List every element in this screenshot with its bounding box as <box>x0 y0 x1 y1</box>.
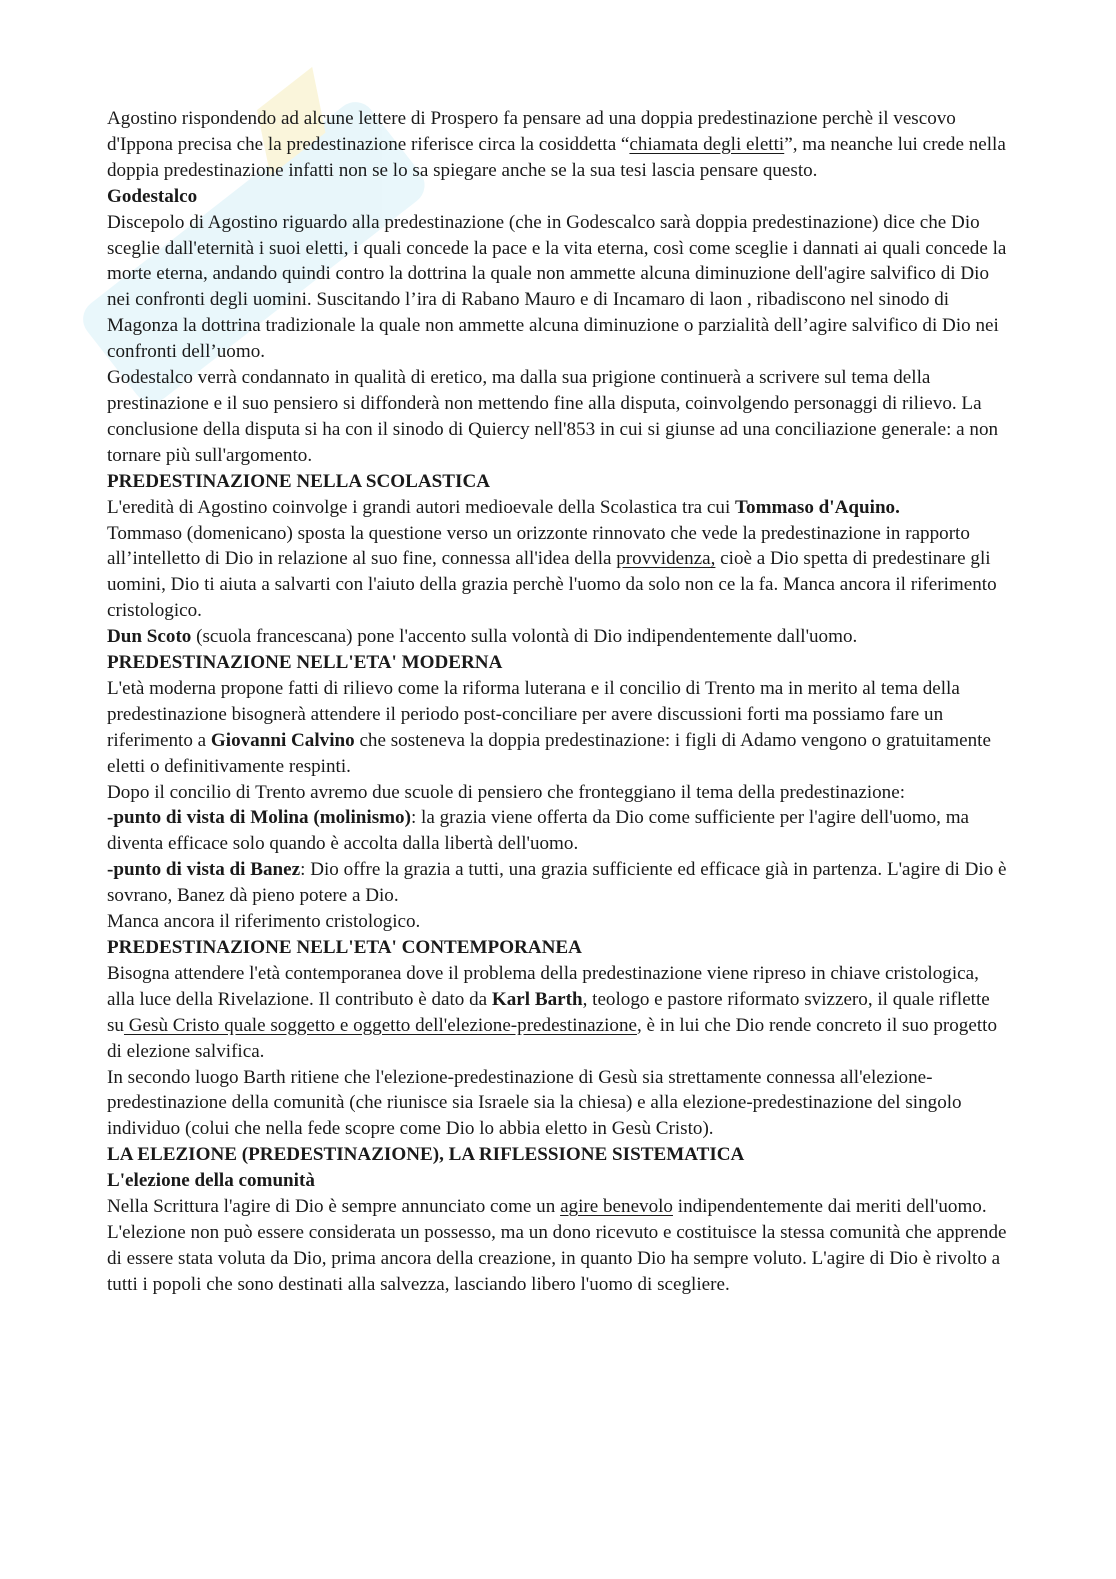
text-run: che sosteneva la doppia predestinazione: i figli di Adamo vengono o gratuitamente eletti o definitivamente respinti. <box>107 729 991 777</box>
text-run: LA ELEZIONE (PREDESTINAZIONE), LA RIFLESSIONE SISTEMATICA <box>107 1144 745 1166</box>
text-run: , teologo e pastore riformato svizzero, il quale riflette su <box>107 988 990 1036</box>
text-run: cioè a Dio spetta di predestinare gli uomini, Dio ti aiuta a salvarti con l'aiuto della grazia perchè l'uomo da solo non ce la fa. Manca ancora il riferimento cristologico. <box>107 548 997 622</box>
paragraph <box>107 624 1007 650</box>
text-run: PREDESTINAZIONE NELLA SCOLASTICA <box>107 470 491 492</box>
underlined-text: provvidenza, <box>616 548 716 570</box>
text-run: Discepolo di Agostino riguardo alla predestinazione (che in Godescalco sarà doppia predestinazione) dice che Dio sceglie dall'eternità i suoi eletti, i quali concede la pace e la vita eterna, così come sceglie i dannati ai quali concede la morte eterna, andando quindi contro la dottrina la quale non ammette alcuna diminuzione dell'agire salvifico di Dio nei confronti degli uomini. Suscitando l’ira di Rabano Mauro e di Incamaro di laon , ribadiscono nel sinodo di Magonza la dottrina tradizionale la quale non ammette alcuna diminuzione o parzialità dell’agire salvifico di Dio nei confronti dell’uomo. <box>107 211 1007 363</box>
paragraph <box>107 1065 1007 1143</box>
section-heading <box>107 1168 1007 1194</box>
text-run: Nella Scrittura l'agire di Dio è sempre annunciato come un <box>107 1196 561 1218</box>
underlined-text: chiamata degli eletti <box>629 133 785 155</box>
text-run: PREDESTINAZIONE NELL'ETA' MODERNA <box>107 652 503 674</box>
paragraph <box>107 780 1007 806</box>
paragraph <box>107 106 1007 184</box>
paragraph <box>107 210 1007 365</box>
paragraph <box>107 495 1007 521</box>
text-run: ”, ma neanche lui crede nella doppia predestinazione infatti non se lo sa spiegare anche se la sua tesi lascia pensare questo. <box>107 133 1006 181</box>
paragraph <box>107 857 1007 909</box>
bold-text: -punto di vista di Molina (molinismo) <box>107 807 411 829</box>
paragraph <box>107 805 1007 857</box>
section-heading <box>107 469 1007 495</box>
section-heading <box>107 650 1007 676</box>
text-run: Bisogna attendere l'età contemporanea dove il problema della predestinazione viene ripreso in chiave cristologica, alla luce della Rivelazione. Il contributo è dato da <box>107 962 979 1010</box>
text-run: Agostino rispondendo ad alcune lettere di Prospero fa pensare ad una doppia predestinazione perchè il vescovo d'Ippona precisa che la predestinazione riferisce circa la cosiddetta “ <box>107 108 956 155</box>
text-run: : la grazia viene offerta da Dio come sufficiente per l'agire dell'uomo, ma diventa efficace solo quando è accolta dalla libertà dell'uomo. <box>107 807 970 855</box>
text-run: Dopo il concilio di Trento avremo due scuole di pensiero che fronteggiano il tema della predestinazione: <box>107 781 906 803</box>
section-heading <box>107 935 1007 961</box>
text-run: Godestalco <box>107 185 198 207</box>
text-run: (scuola francescana) pone l'accento sulla volontà di Dio indipendentemente dall'uomo. <box>191 626 858 648</box>
text-run: Tommaso (domenicano) sposta la questione verso un orizzonte rinnovato che vede la predestinazione in rapporto all’intelletto di Dio in relazione al suo fine, connessa all'idea della <box>107 522 970 570</box>
bold-text: -punto di vista di Banez <box>107 859 301 881</box>
text-run: L'eredità di Agostino coinvolge i grandi autori medioevale della Scolastica tra cui <box>107 496 736 518</box>
paragraph <box>107 961 1007 1065</box>
paragraph <box>107 909 1007 935</box>
bold-text: Tommaso d'Aquino. <box>735 496 900 518</box>
text-run: Godestalco verrà condannato in qualità di eretico, ma dalla sua prigione continuerà a scrivere sul tema della prestinazione e il suo pensiero si diffonderà non mettendo fine alla disputa, coinvolgendo personaggi di rilievo. La conclusione della disputa si ha con il sinodo di Quiercy nell'853 in cui si giunse ad una conciliazione generale: a non tornare più sull'argomento. <box>107 367 999 466</box>
underlined-text: agire benevolo <box>560 1196 673 1218</box>
text-run: L'elezione della comunità <box>107 1170 315 1192</box>
text-run: In secondo luogo Barth ritiene che l'elezione-predestinazione di Gesù sia strettamente connessa all'elezione-predestinazione della comunità (che riunisce sia Israele sia la chiesa) e alla elezione-predestinazione del singolo individuo (colui che nella fede scopre come Dio lo abbia eletto in Gesù Cristo). <box>107 1066 962 1140</box>
text-run: PREDESTINAZIONE NELL'ETA' CONTEMPORANEA <box>107 937 582 958</box>
text-run: L'età moderna propone fatti di rilievo come la riforma luterana e il concilio di Trento ma in merito al tema della predestinazione bisognerà attendere il periodo post-conciliare per avere discussioni forti ma possiamo fare un riferimento a <box>107 677 960 751</box>
bold-text: Dun Scoto <box>107 626 192 648</box>
paragraph <box>107 521 1007 625</box>
section-heading <box>107 1142 1007 1168</box>
bold-text: Karl Barth <box>491 988 583 1010</box>
section-heading <box>107 184 1007 210</box>
text-run: : Dio offre la grazia a tutti, una grazia sufficiente ed efficace già in partenza. L'agire di Dio è sovrano, Banez dà pieno potere a Dio. <box>107 859 1007 907</box>
document-body <box>107 106 1007 1298</box>
underlined-text: Gesù Cristo quale soggetto e oggetto dell'elezione-predestinazione <box>123 1014 637 1036</box>
text-run: Manca ancora il riferimento cristologico. <box>107 911 421 933</box>
bold-text: Giovanni Calvino <box>210 729 355 751</box>
paragraph <box>107 676 1007 780</box>
paragraph <box>107 1194 1007 1298</box>
paragraph <box>107 365 1007 469</box>
text-run: indipendentemente dai meriti dell'uomo. L'elezione non può essere considerata un possesso, ma un dono ricevuto e costituisce la stessa comunità che apprende di essere stata voluta da Dio, prima ancora della creazione, in quanto Dio ha sempre voluto. L'agire di Dio è rivolto a tutti i popoli che sono destinati alla salvezza, lasciando libero l'uomo di scegliere. <box>107 1196 1007 1295</box>
text-run: , è in lui che Dio rende concreto il suo progetto di elezione salvifica. <box>107 1014 997 1062</box>
